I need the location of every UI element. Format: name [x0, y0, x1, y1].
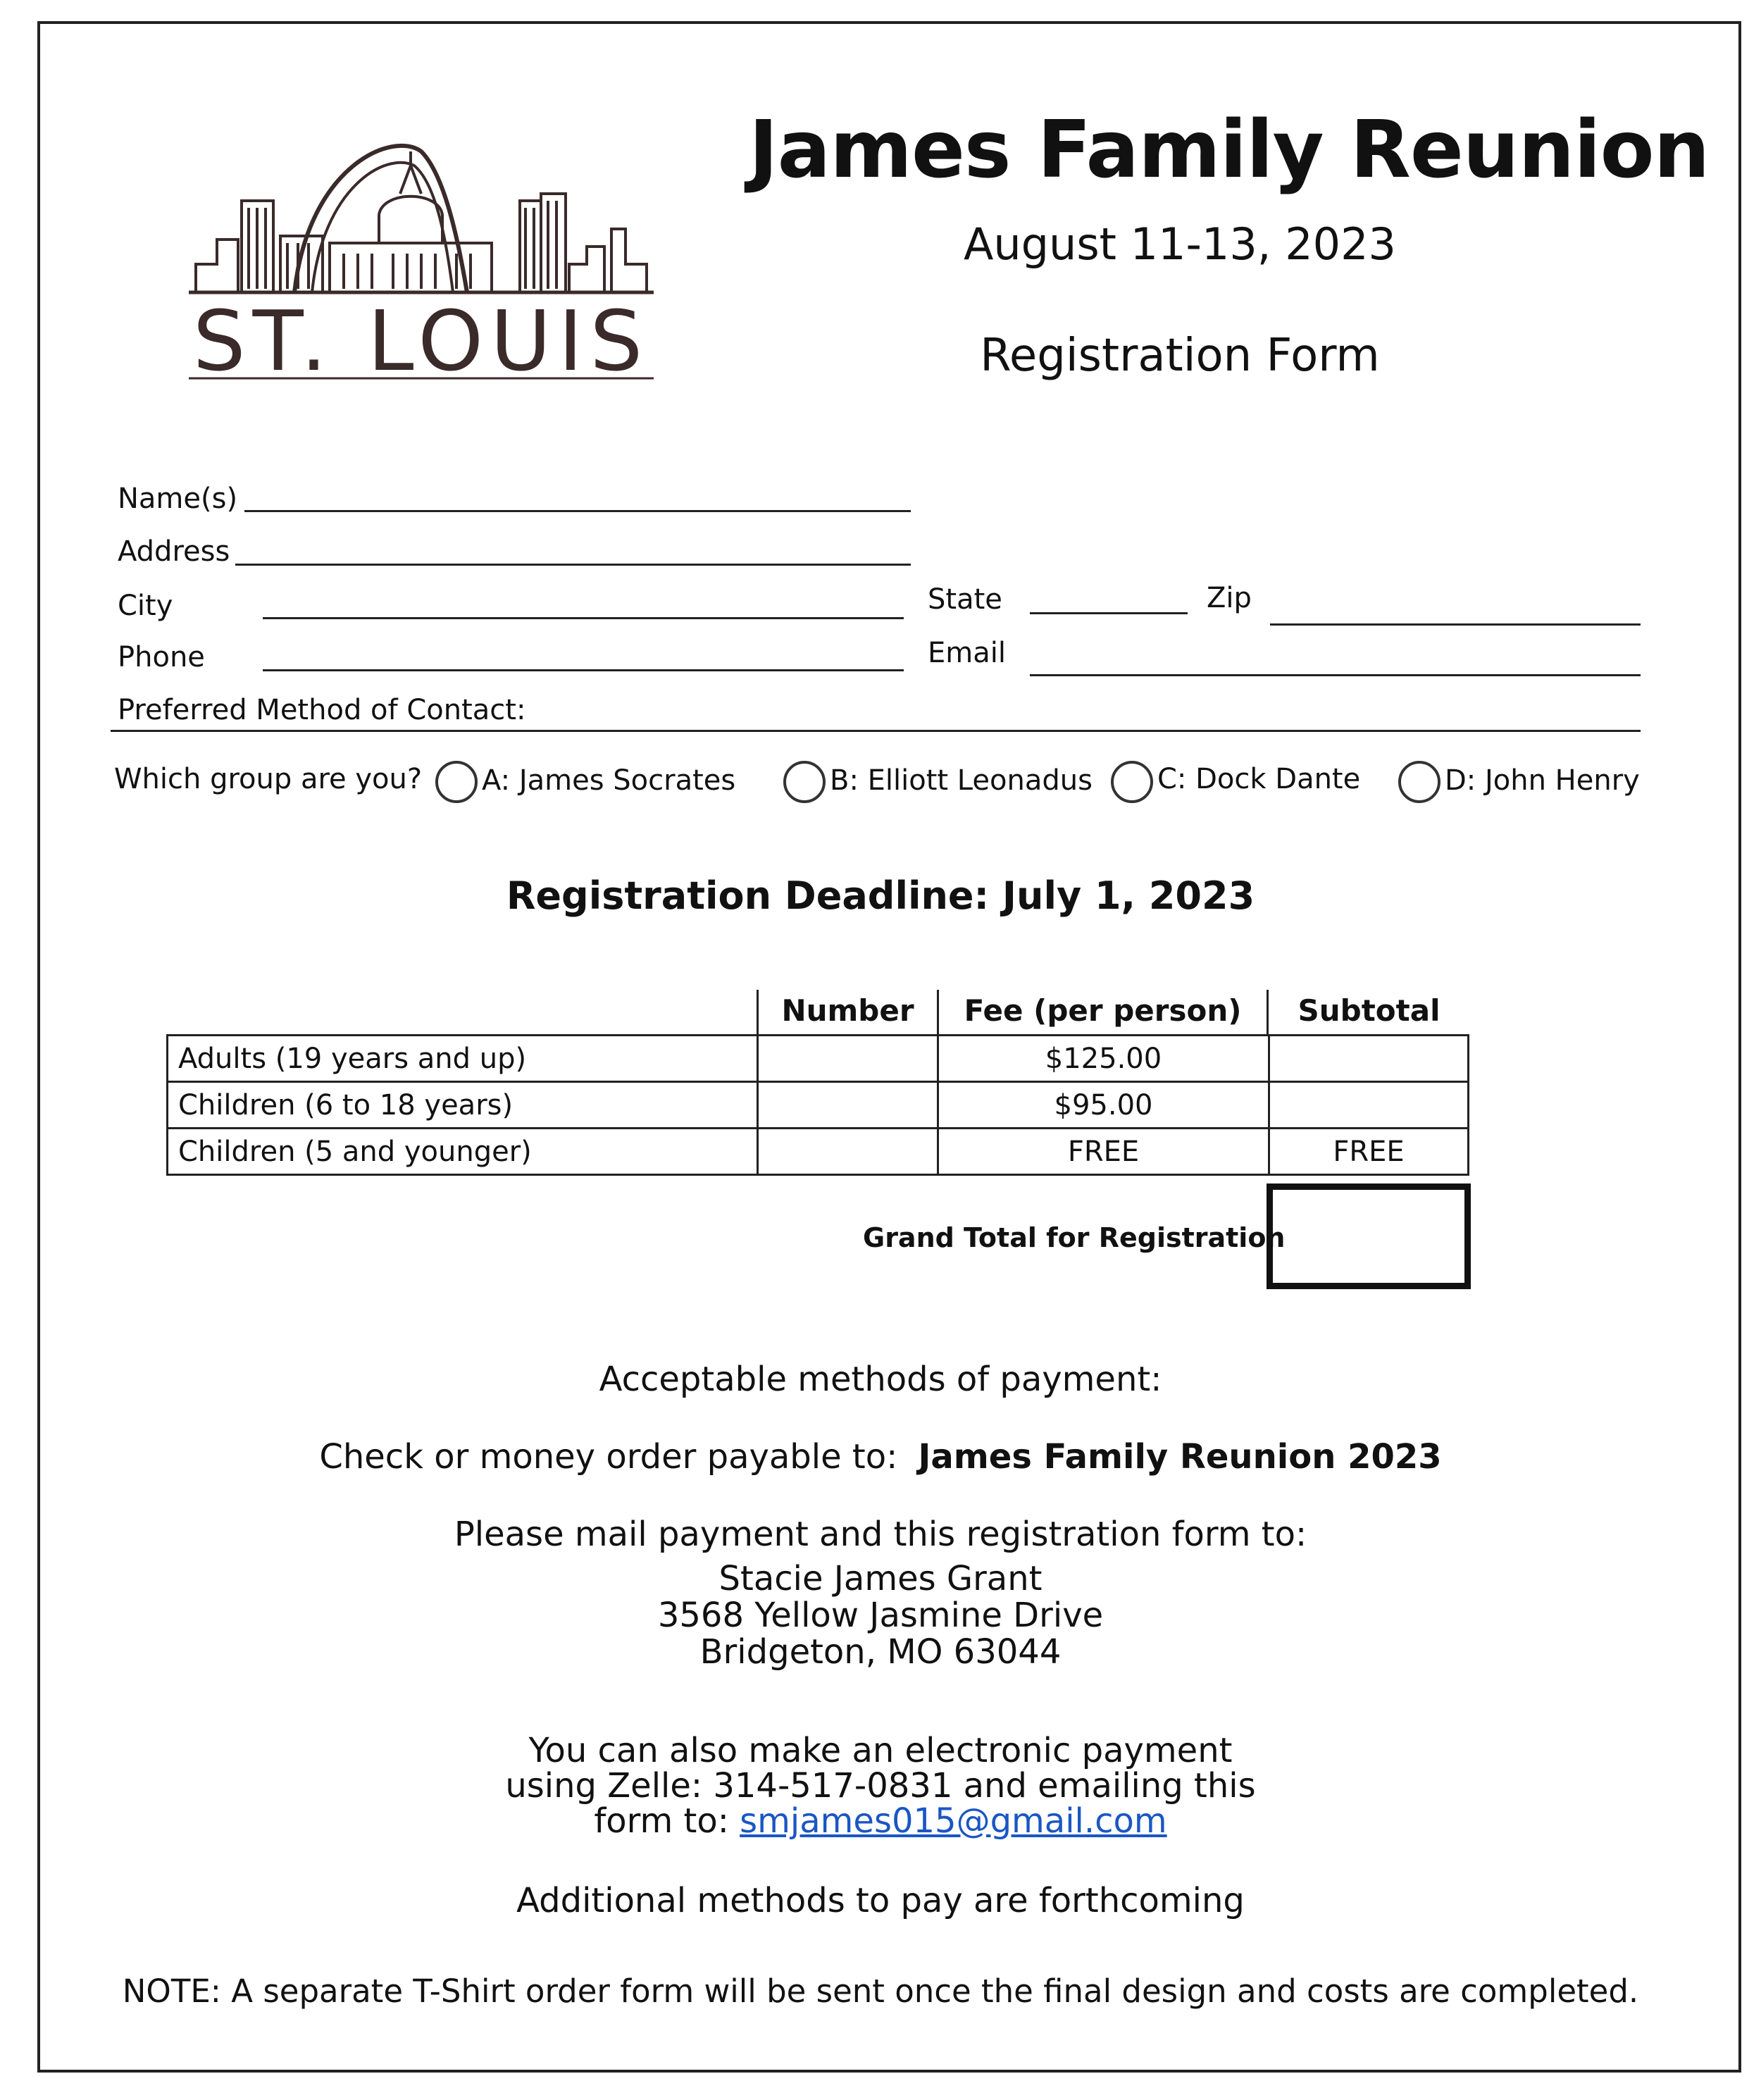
zip-field[interactable] — [1270, 623, 1641, 626]
address-label: Address — [118, 535, 230, 568]
email-label: Email — [928, 637, 1006, 669]
group-c-label: C: Dock Dante — [1157, 763, 1361, 795]
mail-instruction: Please mail payment and this registration form to: — [454, 1515, 1307, 1554]
registration-deadline: Registration Deadline: July 1, 2023 — [506, 874, 1255, 918]
address-field[interactable] — [235, 564, 911, 566]
group-b-label: B: Elliott Leonadus — [830, 764, 1093, 797]
row-label: Adults (19 years and up) — [168, 1036, 758, 1082]
page-title: James Family Reunion — [749, 104, 1710, 196]
radio-group-b[interactable] — [783, 761, 826, 803]
fee-cell: FREE — [938, 1129, 1269, 1175]
number-cell[interactable] — [758, 1036, 938, 1082]
electronic-line: using Zelle: 314-517-0831 and emailing this — [505, 1766, 1256, 1806]
st-louis-logo — [189, 123, 654, 390]
names-field[interactable] — [244, 510, 911, 512]
electronic-prefix: form to: — [594, 1801, 729, 1841]
subtotal-cell[interactable] — [1269, 1082, 1469, 1129]
preferred-contact-label: Preferred Method of Contact: — [118, 694, 526, 726]
additional-methods: Additional methods to pay are forthcoming — [516, 1881, 1245, 1920]
fee-cell: $95.00 — [938, 1082, 1269, 1129]
logo-text: ST. LOUIS — [192, 292, 650, 390]
number-cell[interactable] — [758, 1082, 938, 1129]
state-field[interactable] — [1030, 612, 1188, 614]
mailing-address — [0, 1560, 1761, 1670]
table-row — [168, 1082, 1469, 1129]
address-line: 3568 Yellow Jasmine Drive — [657, 1596, 1104, 1635]
email-field[interactable] — [1030, 674, 1641, 676]
fee-cell: $125.00 — [938, 1036, 1269, 1082]
number-cell[interactable] — [758, 1129, 938, 1175]
electronic-line: You can also make an electronic payment — [528, 1731, 1233, 1770]
zip-label: Zip — [1207, 582, 1252, 614]
check-prefix: Check or money order payable to: — [319, 1437, 898, 1477]
group-d-label: D: John Henry — [1445, 764, 1640, 797]
group-a-label: A: James Socrates — [482, 764, 736, 797]
email-link[interactable]: smjames015@gmail.com — [740, 1801, 1167, 1841]
names-label: Name(s) — [118, 483, 238, 515]
tshirt-note: NOTE: A separate T-Shirt order form will be sent once the final design and costs are completed. — [122, 1972, 1639, 2010]
phone-field[interactable] — [263, 669, 904, 671]
grand-total-label: Grand Total for Registration — [863, 1222, 1286, 1253]
preferred-contact-field[interactable] — [111, 730, 1641, 732]
subtotal-cell: FREE — [1269, 1129, 1469, 1175]
electronic-line-3 — [0, 1803, 1761, 1839]
grand-total-box[interactable] — [1267, 1183, 1471, 1289]
group-question: Which group are you? — [114, 763, 423, 795]
electronic-payment — [0, 1733, 1761, 1839]
table-row — [168, 1036, 1469, 1082]
col-header-subtotal: Subtotal — [1298, 993, 1440, 1028]
city-field[interactable] — [263, 617, 904, 619]
col-header-fee: Fee (per person) — [964, 993, 1242, 1028]
subtotal-cell[interactable] — [1269, 1036, 1469, 1082]
table-row — [168, 1129, 1469, 1175]
row-label: Children (6 to 18 years) — [168, 1082, 758, 1129]
event-dates: August 11-13, 2023 — [963, 218, 1397, 270]
check-payee: James Family Reunion 2023 — [918, 1437, 1442, 1477]
phone-label: Phone — [118, 641, 205, 673]
check-line — [0, 1437, 1761, 1477]
payment-heading: Acceptable methods of payment: — [599, 1360, 1162, 1399]
col-header-number: Number — [781, 993, 914, 1028]
radio-group-c[interactable] — [1111, 761, 1153, 803]
form-title: Registration Form — [980, 330, 1380, 382]
address-line: Stacie James Grant — [718, 1559, 1043, 1598]
state-label: State — [928, 583, 1002, 616]
address-line: Bridgeton, MO 63044 — [699, 1632, 1062, 1672]
fee-table — [166, 1034, 1469, 1176]
row-label: Children (5 and younger) — [168, 1129, 758, 1175]
city-label: City — [118, 590, 173, 622]
radio-group-a[interactable] — [435, 761, 478, 803]
radio-group-d[interactable] — [1398, 761, 1440, 803]
